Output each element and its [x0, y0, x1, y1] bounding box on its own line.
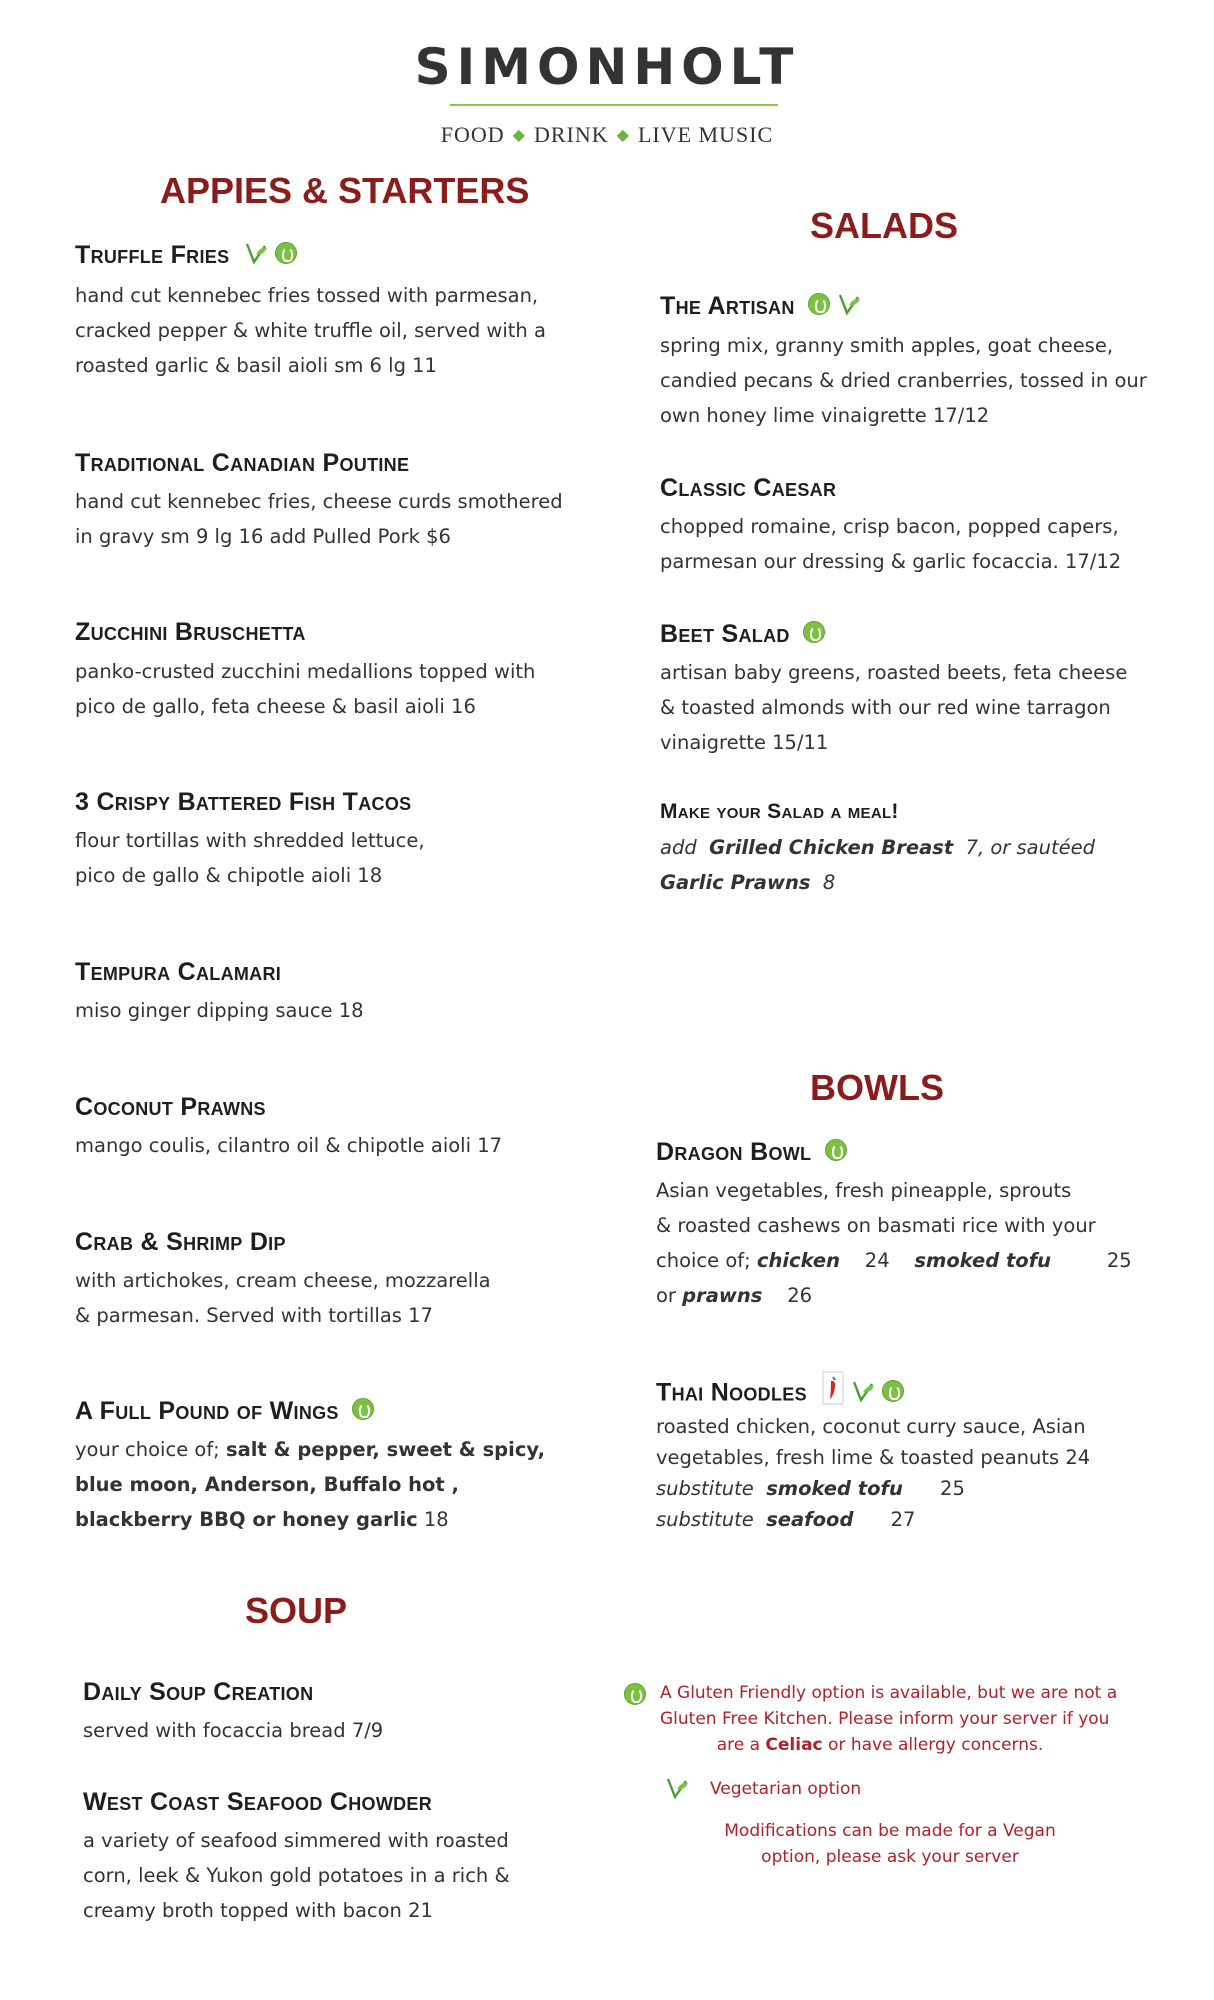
item-name-text: Beet Salad [660, 620, 790, 648]
legend-vegan [700, 1818, 1080, 1870]
item-name-crab-shrimp-dip: Crab & Shrimp Dip [75, 1228, 286, 1256]
price: 26 [762, 1284, 813, 1307]
salad-meal-desc [660, 830, 1095, 900]
price: 8 [822, 871, 836, 894]
desc-line: served with focaccia bread 7/9 [83, 1719, 384, 1742]
gluten-friendly-icon [624, 1683, 646, 1705]
item-name-daily-soup: Daily Soup Creation [83, 1678, 314, 1706]
item-name-truffle-fries [75, 241, 297, 270]
item-desc-dragon-bowl [656, 1173, 1132, 1313]
desc-line: in gravy sm 9 lg 16 add Pulled Pork $6 [75, 525, 451, 548]
option-name: prawns [682, 1284, 763, 1307]
item-name-classic-caesar: Classic Caesar [660, 474, 837, 502]
desc-line: & parmesan. Served with tortillas 17 [75, 1304, 433, 1327]
desc-line: candied pecans & dried cranberries, tossed in our [660, 369, 1147, 392]
item-desc-seafood-chowder [83, 1823, 510, 1928]
substitute-label: substitute [656, 1508, 754, 1531]
desc-line: spring mix, granny smith apples, goat cheese, [660, 334, 1114, 357]
desc-line: chopped romaine, crisp bacon, popped capers, [660, 515, 1119, 538]
vegetarian-icon [664, 1775, 690, 1801]
legend-line: option, please ask your server [761, 1847, 1019, 1867]
item-name-text: Dragon Bowl [656, 1138, 812, 1166]
legend-line: A Gluten Friendly option is available, but we are not a [660, 1683, 1118, 1703]
item-name-text: A Full Pound of Wings [75, 1397, 339, 1425]
item-name-fish-tacos: 3 Crispy Battered Fish Tacos [75, 788, 412, 816]
desc-line: vinaigrette 15/11 [660, 731, 829, 754]
flavor-list: blackberry BBQ or honey garlic [75, 1508, 418, 1531]
substitute-name: smoked tofu [766, 1477, 903, 1500]
diamond-icon: ◆ [616, 127, 630, 144]
desc-line: cracked pepper & white truffle oil, served with a [75, 319, 546, 342]
gluten-friendly-icon [352, 1398, 374, 1420]
brand-logo: SIMONHOLT [414, 38, 800, 96]
item-name-wings [75, 1397, 374, 1426]
item-desc-fish-tacos [75, 823, 425, 893]
section-title-bowls: BOWLS [810, 1067, 944, 1108]
section-title-soup: SOUP [245, 1590, 348, 1631]
item-desc-tempura-calamari [75, 993, 364, 1028]
legend-text: or have allergy concerns. [822, 1735, 1044, 1755]
desc-line: miso ginger dipping sauce 18 [75, 999, 364, 1022]
desc-line [656, 1278, 1132, 1313]
legend-vegetarian: Vegetarian option [710, 1779, 862, 1799]
gluten-friendly-icon [275, 242, 297, 264]
item-name-the-artisan [660, 292, 862, 321]
section-title-appies: APPIES & STARTERS [160, 170, 530, 211]
price: 18 [417, 1508, 449, 1531]
item-desc-beet-salad [660, 655, 1127, 760]
desc-text: your choice of; [75, 1438, 226, 1461]
desc-line: mango coulis, cilantro oil & chipotle aioli 17 [75, 1134, 503, 1157]
item-desc-coconut-prawns [75, 1128, 502, 1163]
desc-line: with artichokes, cream cheese, mozzarella [75, 1269, 491, 1292]
legend-gluten-friendly [660, 1680, 1118, 1758]
vegetarian-icon [836, 291, 862, 317]
desc-line: flour tortillas with shredded lettuce, [75, 829, 425, 852]
desc-line: corn, leek & Yukon gold potatoes in a rich & [83, 1864, 510, 1887]
gluten-friendly-icon [803, 621, 825, 643]
desc-line: own honey lime vinaigrette 17/12 [660, 404, 990, 427]
desc-line: parmesan our dressing & garlic focaccia. 17/12 [660, 550, 1122, 573]
item-name-zucchini-bruschetta: Zucchini Bruschetta [75, 618, 306, 646]
chili-pepper-icon [822, 1371, 844, 1405]
item-name-seafood-chowder: West Coast Seafood Chowder [83, 1788, 433, 1816]
desc-line [656, 1504, 1090, 1535]
addon-name: Grilled Chicken Breast [709, 836, 954, 859]
item-desc-poutine [75, 484, 563, 554]
price: 24 [840, 1249, 915, 1272]
option-name: smoked tofu [914, 1249, 1052, 1272]
desc-line: & roasted cashews on basmati rice with your [656, 1214, 1096, 1237]
legend-text: are a [716, 1735, 766, 1755]
addon-name: Garlic Prawns [660, 871, 811, 894]
substitute-name: seafood [766, 1508, 854, 1531]
item-desc-zucchini-bruschetta [75, 654, 535, 724]
item-name-dragon-bowl [656, 1138, 847, 1167]
brand-rule [450, 104, 778, 106]
item-name-coconut-prawns: Coconut Prawns [75, 1093, 266, 1121]
desc-line: hand cut kennebec fries, cheese curds smothered [75, 490, 563, 513]
item-desc-truffle-fries [75, 278, 546, 383]
desc-line [656, 1243, 1132, 1278]
item-desc-daily-soup [83, 1713, 383, 1748]
flavor-list: blue moon, Anderson, Buffalo hot , [75, 1473, 459, 1496]
desc-line: roasted chicken, coconut curry sauce, Asian [656, 1415, 1086, 1438]
gluten-friendly-icon [808, 293, 830, 315]
desc-line: pico de gallo, feta cheese & basil aioli 16 [75, 695, 476, 718]
section-title-salads: SALADS [810, 205, 959, 246]
desc-line: panko-crusted zucchini medallions topped with [75, 660, 536, 683]
price: 25 [1051, 1249, 1132, 1272]
price: 7, or sautéed [965, 836, 1096, 859]
desc-line: roasted garlic & basil aioli sm 6 lg 11 [75, 354, 437, 377]
diamond-icon: ◆ [512, 127, 526, 144]
desc-line: hand cut kennebec fries tossed with parmesan, [75, 284, 539, 307]
tagline-food: FOOD [440, 122, 505, 147]
item-desc-crab-shrimp-dip [75, 1263, 491, 1333]
desc-line: & toasted almonds with our red wine tarragon [660, 696, 1111, 719]
item-name-text: Truffle Fries [75, 241, 230, 269]
item-name-tempura-calamari: Tempura Calamari [75, 958, 282, 986]
item-name-thai-noodles [656, 1377, 904, 1411]
desc-line: a variety of seafood simmered with roasted [83, 1829, 509, 1852]
flavor-list: salt & pepper, sweet & spicy, [225, 1438, 545, 1461]
desc-text: add [660, 836, 697, 859]
item-name-text: Thai Noodles [656, 1378, 807, 1407]
item-name-beet-salad [660, 620, 825, 649]
legend-line: Gluten Free Kitchen. Please inform your server if you [660, 1709, 1110, 1729]
desc-line: creamy broth topped with bacon 21 [83, 1899, 433, 1922]
tagline [0, 122, 1214, 148]
legend-line: Modifications can be made for a Vegan [724, 1821, 1056, 1841]
salad-meal-title: Make your Salad a meal! [660, 800, 899, 823]
desc-line: artisan baby greens, roasted beets, feta cheese [660, 661, 1128, 684]
item-desc-wings [75, 1432, 545, 1537]
desc-line: pico de gallo & chipotle aioli 18 [75, 864, 383, 887]
price: 25 [902, 1477, 965, 1500]
legend-line [660, 1732, 1100, 1758]
desc-line [75, 1502, 545, 1537]
item-name-text: The Artisan [660, 292, 795, 320]
desc-line [75, 1432, 545, 1467]
substitute-label: substitute [656, 1477, 754, 1500]
tagline-drink: DRINK [533, 122, 609, 147]
desc-line: Asian vegetables, fresh pineapple, sprouts [656, 1179, 1072, 1202]
gluten-friendly-icon [882, 1380, 904, 1402]
vegetarian-icon [243, 240, 269, 266]
legend-celiac: Celiac [765, 1735, 823, 1755]
desc-line: vegetables, fresh lime & toasted peanuts 24 [656, 1446, 1091, 1469]
price: 27 [853, 1508, 916, 1531]
item-desc-thai-noodles [656, 1411, 1090, 1535]
item-desc-classic-caesar [660, 509, 1121, 579]
option-name: chicken [756, 1249, 840, 1272]
item-desc-the-artisan [660, 328, 1147, 433]
desc-text: choice of; [656, 1249, 757, 1272]
tagline-live-music: LIVE MUSIC [637, 122, 774, 147]
desc-text: or [656, 1284, 683, 1307]
desc-line [656, 1473, 1090, 1504]
item-name-poutine: Traditional Canadian Poutine [75, 449, 410, 477]
vegetarian-icon [850, 1378, 876, 1404]
desc-line [660, 830, 1095, 865]
desc-line [660, 865, 1095, 900]
gluten-friendly-icon [825, 1139, 847, 1161]
